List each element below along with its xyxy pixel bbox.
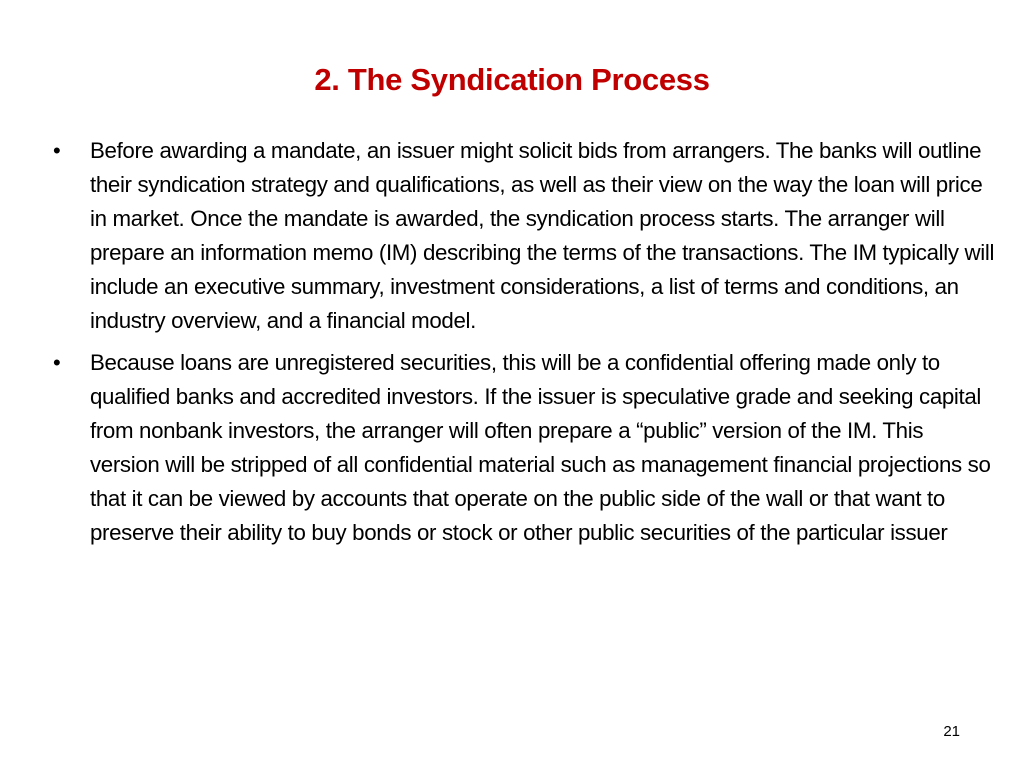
bullet-item — [48, 134, 998, 338]
page-number: 21 — [943, 723, 960, 740]
bullet-text: Before awarding a mandate, an issuer might solicit bids from arrangers. The banks will outline their syndication strategy and qualifications, as well as their view on the way the loan will price in market. Once the mandate is awarded, the syndication process starts. The arranger will prepare an information memo (IM) describing the terms of the transactions. The IM typically will include an executive summary, investment considerations, a list of terms and conditions, an industry overview, and a financial model. — [90, 138, 995, 333]
bullet-item — [48, 346, 998, 550]
bullet-marker: • — [53, 138, 61, 163]
bullet-marker: • — [53, 350, 61, 375]
bullet-list — [48, 134, 998, 558]
bullet-text: Because loans are unregistered securities, this will be a confidential offering made only to qualified banks and accredited investors. If the issuer is speculative grade and seeking capital from nonbank investors, the arranger will often prepare a “public” version of the IM. This version will be stripped of all confidential material such as management financial projections so that it can be viewed by accounts that operate on the public side of the wall or that want to preserve their ability to buy bonds or stock or other public securities of the particular issuer — [90, 350, 991, 545]
slide-title: 2. The Syndication Process — [314, 62, 710, 97]
